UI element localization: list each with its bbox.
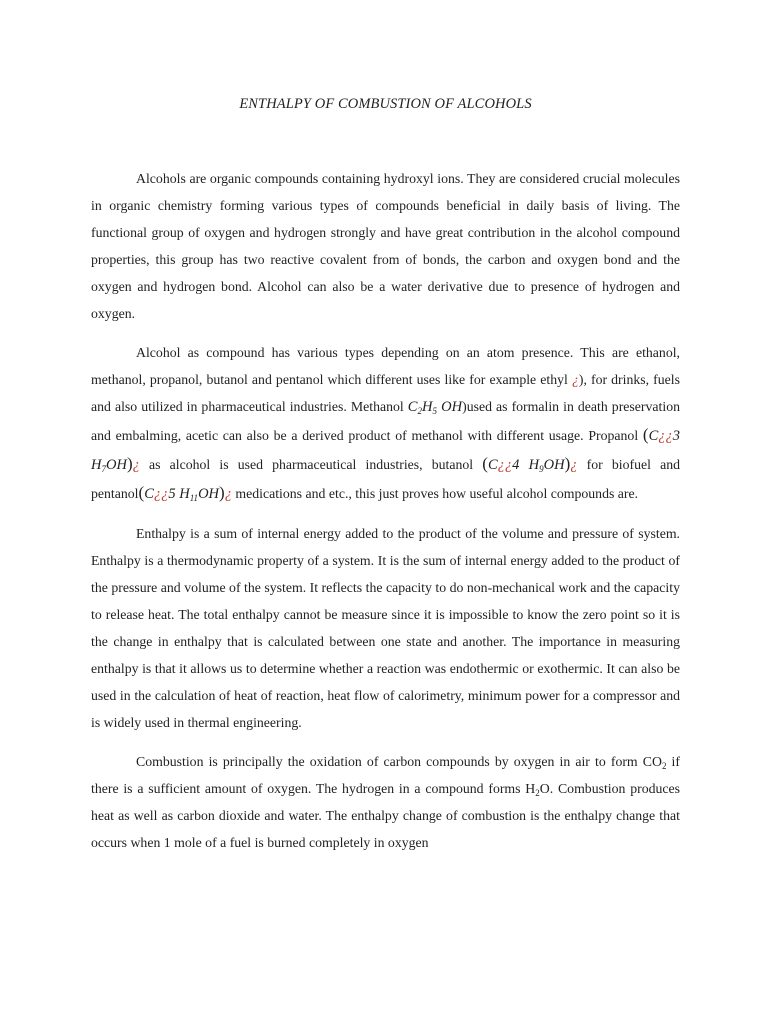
- formula-paren: ): [126, 454, 133, 473]
- unknown-glyph: ¿: [571, 372, 579, 387]
- formula-part: C: [407, 399, 418, 415]
- subscript-co2: 2: [661, 761, 667, 771]
- paragraph-enthalpy-definition: Enthalpy is a sum of internal energy added to the product of the volume and pressure of system. Enthalpy is a thermodynamic property of a system. It is the sum of internal energy added to the product of the pressure and volume of the system. It reflects the capacity to do non-mechanical work and the capacity to release heat. The total enthalpy cannot be measure since it is impossible to know the zero point so it is the change in enthalpy that is calculated between one state and another. The importance in measuring enthalpy is that it allows us to determine whether a reaction was endothermic or exothermic. It can also be used in the calculation of heat of reaction, heat flow of calorimetry, minimum power for a compressor and is widely used in thermal engineering.: [91, 526, 680, 730]
- text-run: medications and etc., this just proves how useful alcohol compounds are.: [231, 486, 639, 501]
- formula-paren: (: [482, 454, 488, 473]
- formula-paren: (: [642, 425, 649, 444]
- formula-part: 5 H: [168, 486, 190, 502]
- text-run: )used as formalin in death preservation and embalming, acetic can also be a derived product of methanol with different usage. Propanol: [91, 399, 680, 443]
- unknown-glyph: ¿: [224, 486, 232, 502]
- text-run: ), for drinks, fuels and also utilized in pharmaceutical industries. Methanol: [91, 372, 680, 414]
- text-run: as alcohol is used pharmaceutical industries, butanol: [139, 457, 483, 472]
- formula-subscript: 7: [101, 464, 106, 474]
- formula-paren: ): [564, 454, 571, 473]
- unknown-glyph: ¿¿: [497, 457, 513, 473]
- formula-part: C: [487, 457, 498, 473]
- formula-part: H: [421, 399, 433, 415]
- formula-butanol: [482, 454, 578, 474]
- subscript-h2o: 2: [535, 788, 540, 798]
- formula-part: C: [144, 486, 154, 502]
- text-run: Alcohol as compound has various types depending on an atom presence. This are ethanol, methanol, propanol, butanol and pentanol which different uses like for example ethyl: [91, 345, 680, 387]
- formula-subscript: 2: [417, 406, 422, 416]
- formula-part: 4 H: [512, 457, 540, 473]
- formula-part: OH: [543, 457, 565, 473]
- paragraph-alcohol-types: [91, 339, 680, 508]
- formula-subscript: 5: [432, 406, 437, 416]
- formula-subscript: 9: [539, 464, 544, 474]
- formula-subscript: 11: [189, 493, 199, 503]
- unknown-glyph: ¿¿: [658, 428, 673, 444]
- formula-pentanol: [138, 483, 232, 503]
- formula-part: 3 H: [91, 428, 680, 473]
- unknown-glyph: ¿¿: [153, 486, 169, 502]
- formula-methanol: [408, 399, 462, 415]
- formula-part: OH: [441, 399, 463, 415]
- paragraph-combustion: [91, 748, 680, 856]
- formula-paren: (: [138, 483, 145, 502]
- formula-part: C: [648, 428, 659, 444]
- formula-part: OH: [105, 457, 127, 473]
- text-run: O. Combustion produces heat as well as carbon dioxide and water. The enthalpy change of combustion is the enthalpy change that occurs when 1 mole of a fuel is burned completely in oxygen: [91, 781, 681, 850]
- document-title: ENTHALPY OF COMBUSTION OF ALCOHOLS: [239, 96, 532, 112]
- text-run: Combustion is principally the oxidation of carbon compounds by oxygen in air to form CO: [136, 754, 662, 769]
- unknown-glyph: ¿: [570, 457, 578, 473]
- text-run: if there is a sufficient amount of oxygen. The hydrogen in a compound forms H: [91, 754, 680, 796]
- unknown-glyph: ¿: [132, 457, 140, 473]
- text-run: for biofuel and pentanol: [91, 457, 680, 501]
- formula-part: OH: [198, 486, 220, 502]
- paragraph-alcohols-intro: Alcohols are organic compounds containing hydroxyl ions. They are considered crucial molecules in organic chemistry forming various types of compounds beneficial in daily basis of living. The functional group of oxygen and hydrogen strongly and have great contribution in the alcohol compound properties, this group has two reactive covalent from of bonds, the carbon and oxygen bond and the oxygen and hydrogen bond. Alcohol can also be a water derivative due to presence of hydrogen and oxygen.: [91, 171, 680, 321]
- formula-paren: ): [219, 483, 225, 502]
